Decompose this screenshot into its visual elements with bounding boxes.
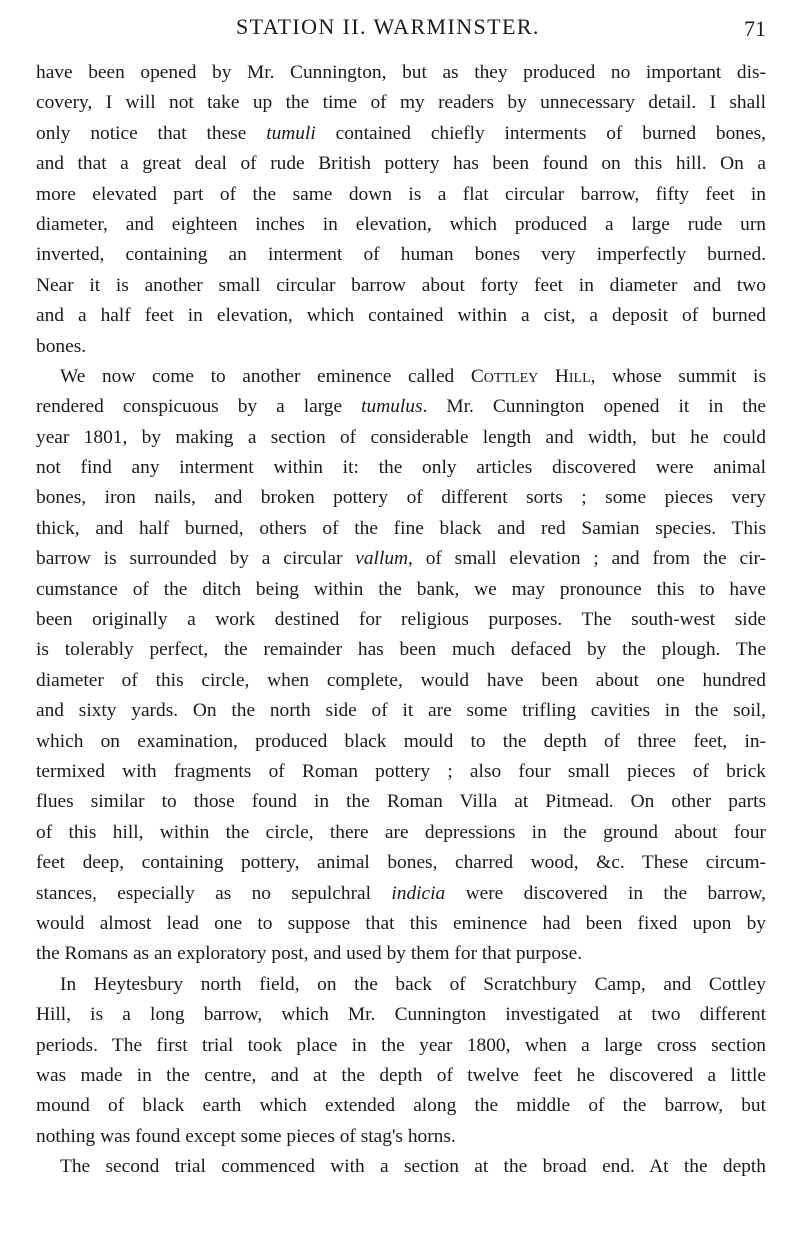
text-line [36,240,766,270]
text-line [36,301,766,331]
text-line [36,483,766,513]
text-line [36,362,766,392]
text-run: and a half feet in elevation, which contained within a cist, a deposit of burned [36,305,766,327]
text-run: stances, especially as no sepulchral [36,882,392,904]
text-line [36,149,766,179]
text-run: diameter of this circle, when complete, would have been about one hundred [36,669,766,691]
page-header [0,14,800,44]
text-run: only notice that these [36,122,267,144]
running-title: STATION II. WARMINSTER. [236,14,540,39]
text-run: Hill, is a long barrow, which Mr. Cunnington investigated at two different [36,1004,766,1026]
text-run: rendered conspicuous by a large [36,396,362,418]
place-name: Cottley Hill [470,365,591,387]
text-line [36,970,766,1000]
text-run: cumstance of the ditch being within the bank, we may pronounce this to have [36,578,766,600]
text-line [36,423,766,453]
text-run: nothing was found except some pieces of stag's horns. [36,1125,456,1147]
text-line [36,818,766,848]
text-line [36,605,766,635]
text-line [36,271,766,301]
text-line [36,180,766,210]
text-run: have been opened by Mr. Cunnington, but as they produced no important dis- [36,62,766,83]
text-line [36,1031,766,1061]
text-line [36,544,766,574]
text-line [36,1000,766,1030]
body-text [36,58,766,1182]
text-run: which on examination, produced black mould to the depth of three feet, in- [36,730,766,752]
italic-term: indicia [391,882,446,904]
italic-term: tumuli [266,122,316,144]
text-run: . Mr. Cunnington opened it in the [422,396,766,418]
text-line [36,392,766,422]
text-run: In Heytesbury north field, on the back of Scratchbury Camp, and Cottley [60,973,766,995]
text-run: contained chiefly interments of burned bones, [315,122,766,144]
text-line [36,1061,766,1091]
text-run: year 1801, by making a section of considerable length and width, but he could [36,426,766,448]
text-line [36,88,766,118]
text-run: and sixty yards. On the north side of it are some trifling cavities in the soil, [36,700,766,722]
text-run: more elevated part of the same down is a flat circular barrow, fifty feet in [36,183,766,205]
text-line [36,939,766,969]
text-run: , of small elevation ; and from the cir- [408,548,766,570]
text-run: Near it is another small circular barrow about forty feet in diameter and two [36,274,766,296]
text-run: the Romans as an exploratory post, and used by them for that purpose. [36,943,583,965]
page-number: 71 [744,16,766,41]
text-run: periods. The first trial took place in the year 1800, when a large cross section [36,1034,766,1056]
text-line [36,909,766,939]
text-run: feet deep, containing pottery, animal bones, charred wood, &c. These circum- [36,852,766,874]
text-run: not find any interment within it: the only articles discovered were animal [36,457,766,479]
text-run: and that a great deal of rude British pottery has been found on this hill. On a [36,153,766,175]
text-line [36,757,766,787]
text-line [36,696,766,726]
italic-term: tumulus [361,396,423,418]
text-run: We now come to another eminence called [60,365,471,387]
text-run: termixed with fragments of Roman pottery ; also four small pieces of brick [36,760,766,782]
text-line [36,119,766,149]
text-line [36,58,766,88]
text-run: covery, I will not take up the time of my readers by unnecessary detail. I shall [36,92,766,114]
text-line [36,879,766,909]
text-run: been originally a work destined for religious purposes. The south-west side [36,609,766,631]
text-line [36,1122,766,1152]
text-run: inverted, containing an interment of human bones very imperfectly burned. [36,244,766,266]
text-run: would almost lead one to suppose that this eminence had been fixed upon by [36,912,766,934]
text-run: bones, iron nails, and broken pottery of different sorts ; some pieces very [36,487,766,509]
text-run: of this hill, within the circle, there are depressions in the ground about four [36,821,766,843]
text-line [36,787,766,817]
text-line [36,1091,766,1121]
text-line [36,848,766,878]
text-run: bones. [36,335,87,357]
text-line [36,210,766,240]
text-run: , whose summit is [590,365,766,387]
text-line [36,1152,766,1182]
text-line [36,666,766,696]
text-run: diameter, and eighteen inches in elevation, which produced a large rude urn [36,213,766,235]
text-run: thick, and half burned, others of the fine black and red Samian species. This [36,517,766,539]
text-line [36,332,766,362]
text-run: is tolerably perfect, the remainder has been much defaced by the plough. The [36,639,766,661]
text-run: mound of black earth which extended along the middle of the barrow, but [36,1095,766,1117]
text-line [36,453,766,483]
text-run: barrow is surrounded by a circular [36,548,356,570]
italic-term: vallum [355,548,409,570]
text-line [36,727,766,757]
text-run: was made in the centre, and at the depth of twelve feet he discovered a little [36,1064,766,1086]
text-line [36,635,766,665]
text-line [36,514,766,544]
text-run: flues similar to those found in the Roman Villa at Pitmead. On other parts [36,791,766,813]
text-line [36,575,766,605]
text-run: The second trial commenced with a section at the broad end. At the depth [60,1156,766,1178]
text-run: were discovered in the barrow, [445,882,766,904]
